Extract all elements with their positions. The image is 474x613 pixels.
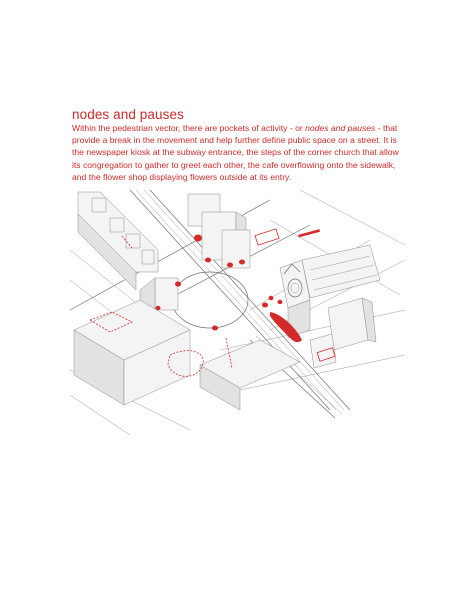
node-corner-2 [227, 263, 233, 268]
upper-buildings [188, 194, 250, 268]
body-line-1 [72, 122, 412, 134]
body-line-1-emphasis: nodes and pauses [305, 123, 376, 133]
body-line-3: the newspaper kiosk at the subway entrance, the steps of the corner church that allow [72, 147, 399, 158]
lower-left-buildings [74, 300, 300, 410]
node-cafe [156, 306, 161, 310]
node-corner-7 [278, 300, 283, 304]
body-paragraph [72, 122, 412, 183]
node-sidewalk-strip [298, 229, 320, 237]
node-corner-5 [262, 303, 268, 308]
body-line-5: and the flower shop displaying flowers outside at its entry. [72, 171, 292, 182]
section-heading: nodes and pauses [72, 107, 184, 122]
node-corner-3 [239, 260, 245, 265]
body-line-1-end: - that [375, 123, 398, 133]
body-line-1-start: Within the pedestrian vector, there are pockets of activity - or [72, 123, 306, 133]
right-buildings [310, 298, 376, 368]
node-kiosk [194, 235, 202, 242]
body-line-2: provide a break in the movement and help further define public space on a street. It is [72, 135, 397, 146]
node-corner-4 [212, 326, 218, 331]
street-axonometric-diagram [70, 190, 405, 435]
node-corner-1 [205, 258, 211, 263]
body-line-4: its congregation to gather to greet each other, the cafe overflowing onto the sidewalk, [72, 159, 396, 170]
node-corner-6 [269, 296, 274, 300]
node-subway-entrance [175, 281, 181, 286]
left-building-row [78, 192, 178, 322]
